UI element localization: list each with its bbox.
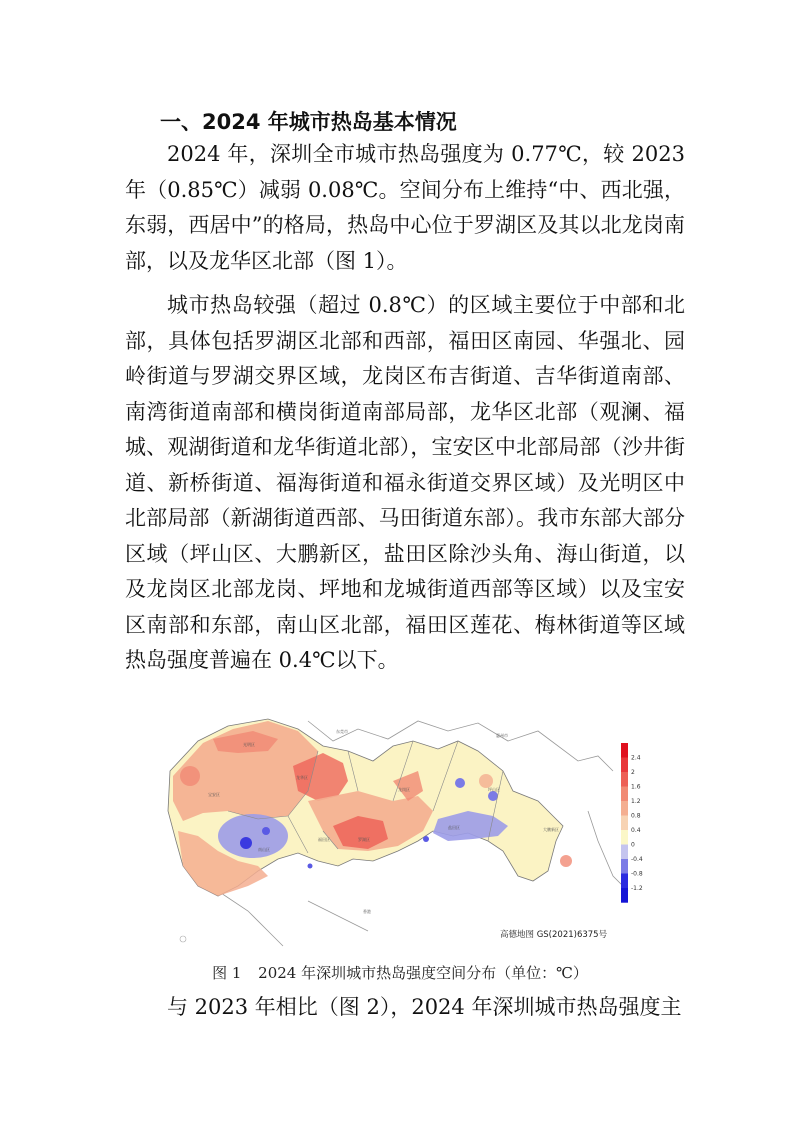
map-label-futian: 福田区 [318,837,330,842]
legend-swatch [621,801,628,816]
section-heading: 一、2024 年城市热岛基本情况 [160,110,457,134]
cool-spot-nanshan-2 [262,827,270,835]
figure-caption-text: 2024 年深圳城市热岛强度空间分布（单位：℃） [258,964,588,982]
hot-spot-shajing [180,766,200,786]
legend-swatch [621,874,628,889]
map-label-pingshan: 坪山区 [488,787,500,792]
cool-spot-pingshan-2 [488,791,498,801]
cool-zone-nanshan [218,814,288,858]
map-label-longgang: 龙岗区 [398,787,410,792]
heat-island-map [158,701,643,951]
legend-swatch [621,758,628,773]
map-label-yantian: 盐田区 [448,825,460,830]
warm-spot-dapeng [560,855,572,867]
legend-swatch [621,743,628,758]
legend-swatch [621,859,628,874]
legend-swatch [621,830,628,845]
legend-label: 1.6 [631,783,641,791]
figure-caption-number: 图 1 [212,964,242,982]
legend-swatch [621,888,628,903]
map-legend [621,743,643,903]
map-label-dongguan: 东莞市 [336,729,348,734]
map-label-guangming: 光明区 [243,742,255,747]
legend-swatch [621,816,628,831]
paragraph-2: 城市热岛较强（超过 0.8℃）的区域主要位于中部和北部，具体包括罗湖区北部和西部，福田区南园、华强北、园岭街道与罗湖交界区域，龙岗区布吉街道、吉华街道南部、南湾街道南部和横岗街道南部局部，龙华区北部（观澜、福城、观湖街道和龙华街道北部），宝安区中北部局部（沙井街道、新桥街道、福海街道和福永街道交界区域）及光明区中北部局部（新湖街道西部、马田街道东部）。我市东部大部分区域（坪山区、大鹏新区，盐田区除沙头角、海山街道，以及龙岗区北部龙岗、坪地和龙城街道西部等区域）以及宝安区南部和东部，南山区北部，福田区莲花、梅林街道等区域热岛强度普遍在 0.4℃以下。 [125,293,685,672]
map-label-huizhou: 惠州市 [496,733,508,738]
coastline-line [218,891,368,946]
map-label-longhua: 龙华区 [296,775,308,780]
heat-island-map-figure [158,701,643,951]
island-shape [180,936,186,942]
legend-label: -0.4 [631,856,643,863]
map-label-luohu: 罗湖区 [358,837,370,842]
legend-swatch [621,845,628,860]
cool-spot-futian [308,864,313,869]
paragraph-3: 与 2023 年相比（图 2），2024 年深圳城市热岛强度主 [167,995,682,1019]
map-label-dapeng: 大鹏新区 [543,827,559,832]
map-label-hongkong: 香港 [363,909,371,914]
legend-label: 0 [631,841,635,849]
map-label-baoan: 宝安区 [208,792,220,797]
figure-caption [0,962,800,983]
legend-label: 1.2 [631,798,641,805]
cool-spot-luohu [423,836,429,842]
map-label-nanshan: 南山区 [258,847,270,852]
cool-spot-nanshan-1 [240,837,252,849]
legend-swatch [621,787,628,802]
cool-spot-pingshan-1 [455,778,465,788]
legend-swatch [621,772,628,787]
legend-label: -0.8 [631,870,643,878]
legend-label: 0.4 [631,827,641,834]
legend-label: 0.8 [631,812,641,820]
legend-label: 2.4 [631,754,641,762]
paragraph-1: 2024 年，深圳全市城市热岛强度为 0.77℃，较 2023 年（0.85℃）减弱 0.08℃。空间分布上维持“中、西北强，东弱，西居中”的格局，热岛中心位于罗湖区及其以北龙岗南部，以及龙华区北部（图 1）。 [125,142,685,273]
legend-label: -1.2 [631,885,643,892]
map-credit: 高德地图 GS(2021)6375号 [500,930,608,940]
warm-spot-pingshan [479,774,493,788]
legend-label: 2 [631,769,635,776]
